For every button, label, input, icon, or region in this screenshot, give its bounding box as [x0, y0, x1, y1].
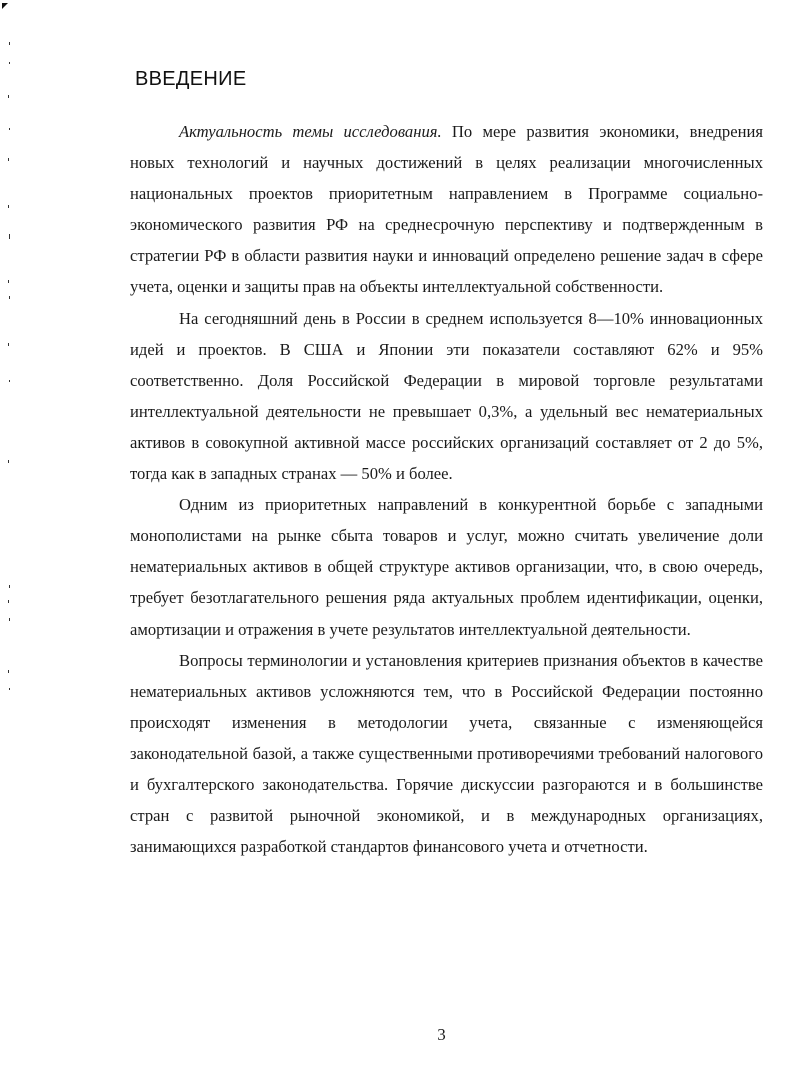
scan-artifact	[8, 670, 9, 673]
scan-artifact	[9, 688, 10, 690]
scan-artifact	[8, 600, 9, 603]
paragraph-text: Вопросы терминологии и установления критериев признания объектов в качестве нематериальных активов усложняются тем, что в Российской Федерации постоянно происходят изменения в методологии учета, связанные с изменяющейся законодательной базой, а также существенными противоречиями требований налогового и бухгалтерского законодательства. Горячие дискуссии разгораются и в большинстве стран с развитой рыночной экономикой, и в международных организациях, занимающихся разработкой стандартов финансового учета и отчетности.	[130, 650, 763, 857]
scan-artifact	[8, 280, 9, 283]
scan-artifact	[9, 128, 10, 130]
paragraph	[130, 645, 763, 863]
scan-artifact	[8, 205, 9, 208]
page-heading: ВВЕДЕНИЕ	[135, 68, 247, 90]
scan-artifact	[9, 42, 10, 45]
scan-artifact	[9, 62, 10, 64]
scan-artifact	[9, 296, 10, 299]
scan-artifact	[8, 460, 9, 463]
paragraph-text: На сегодняшний день в России в среднем используется 8—10% инновационных идей и проектов. В США и Японии эти показатели составляют 62% и 95% соответственно. Доля Российской Федерации в мировой торговле результатами интеллектуальной деятельности не превышает 0,3%, а удельный вес нематериальных активов в совокупной активной массе российских организаций составляет от 2 до 5%, тогда как в западных странах — 50% и более.	[130, 308, 763, 484]
scan-corner-mark	[2, 3, 8, 9]
paragraph	[130, 116, 763, 303]
paragraph-text: Одним из приоритетных направлений в конкурентной борьбе с западными монополистами на рынке сбыта товаров и услуг, можно считать увеличение доли нематериальных активов в общей структуре активов организации, что, в свою очередь, требует безотлагательного решения ряда актуальных проблем идентификации, оценки, амортизации и отражения в учете результатов интеллектуальной деятельности.	[130, 495, 763, 639]
scan-artifact	[9, 585, 10, 588]
scan-artifact	[8, 343, 9, 346]
paragraph	[130, 489, 763, 644]
paragraph-text: По мере развития экономики, внедрения новых технологий и научных достижений в целях реализации многочисленных национальных проектов приоритетным направлением в Программе социально-экономического развития РФ на среднесрочную перспективу и подтвержденным в стратегии РФ в области развития науки и инноваций определено решение задач в сфере учета, оценки и защиты прав на объекты интеллектуальной собственности.	[130, 122, 763, 297]
paragraph	[130, 303, 763, 490]
scan-artifact	[8, 95, 9, 98]
scan-artifact	[8, 158, 9, 161]
paragraph-lead: Актуальность темы исследования.	[179, 122, 442, 141]
page-number: 3	[437, 1025, 446, 1044]
body-text	[130, 116, 763, 862]
scan-artifact	[9, 618, 10, 621]
scan-artifact	[9, 234, 10, 239]
scan-artifact	[9, 380, 10, 382]
